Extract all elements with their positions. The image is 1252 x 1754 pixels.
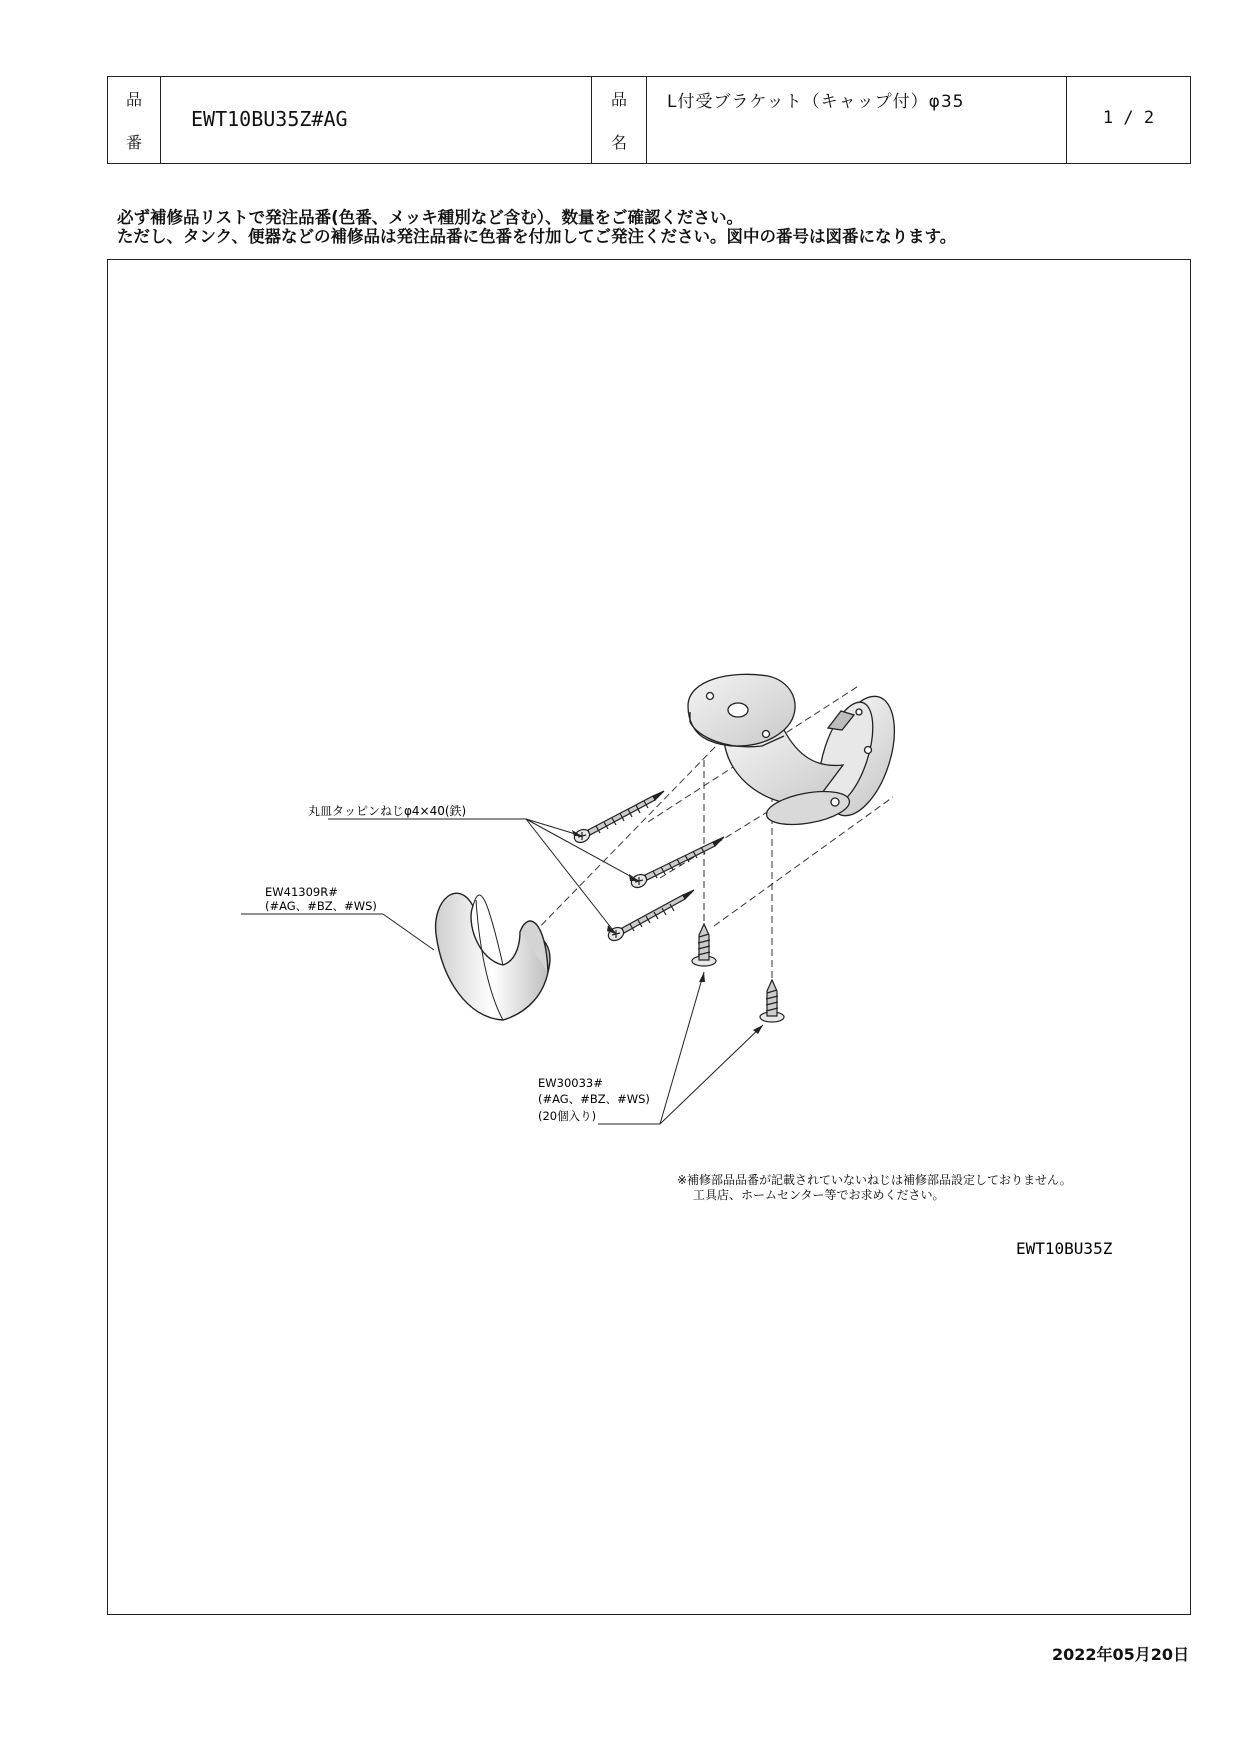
long-screw-1 [572, 791, 664, 845]
part-no-cell [161, 77, 592, 163]
name-label-cell [592, 77, 647, 163]
order-notice [117, 208, 956, 246]
small-screw-2 [760, 980, 784, 1022]
model-number: EWT10BU35Z [1016, 1239, 1113, 1258]
product-name-cell [647, 77, 1067, 163]
screw-label: 丸皿タッピンねじφ4×40(鉄) [308, 804, 467, 818]
name-label-1: 品 [610, 90, 627, 109]
small-screw-1 [692, 924, 716, 966]
part-number: EWT10BU35Z#AG [191, 107, 348, 131]
cap-code-label: EW41309R# [265, 885, 338, 899]
header-table [107, 76, 1191, 164]
part-no-label-1: 品 [125, 90, 142, 109]
notice-line-2: ただし、タンク、便器などの補修品は発注品番に色番を付加してご発注ください。図中の番号は図番になります。 [117, 227, 957, 246]
long-screw-3 [606, 890, 694, 943]
footnote-line-2: 工具店、ホームセンター等でお求めください。 [693, 1188, 945, 1202]
small-screw-code-label: EW30033# [538, 1076, 603, 1090]
small-screw-qty-label: (20個入り) [538, 1109, 597, 1123]
leader-arrowheads [572, 830, 763, 1034]
footnote-line-1: ※補修部品品番が記載されていないねじは補修部品設定しておりません。 [677, 1173, 1072, 1187]
issue-date: 2022年05月20日 [1052, 1645, 1190, 1664]
page-cell [1067, 77, 1190, 163]
notice-line-1: 必ず補修品リストで発注品番(色番、メッキ種別など含む）、数量をご確認ください。 [117, 208, 743, 227]
cap-colors-label: (#AG、#BZ、#WS) [265, 899, 377, 913]
part-no-label-2: 番 [125, 133, 142, 152]
small-screw-colors-label: (#AG、#BZ、#WS) [538, 1092, 650, 1106]
drawing-frame [107, 259, 1191, 1615]
name-label-2: 名 [610, 133, 627, 152]
cap-part [436, 893, 550, 1020]
page-number: 1 / 2 [1102, 108, 1155, 128]
part-no-label-cell [108, 77, 161, 163]
bracket-part [688, 674, 908, 830]
product-name: L付受ブラケット（キャップ付）φ35 [667, 92, 965, 112]
exploded-parts-diagram [108, 260, 1192, 1616]
long-screw-2 [629, 837, 724, 890]
